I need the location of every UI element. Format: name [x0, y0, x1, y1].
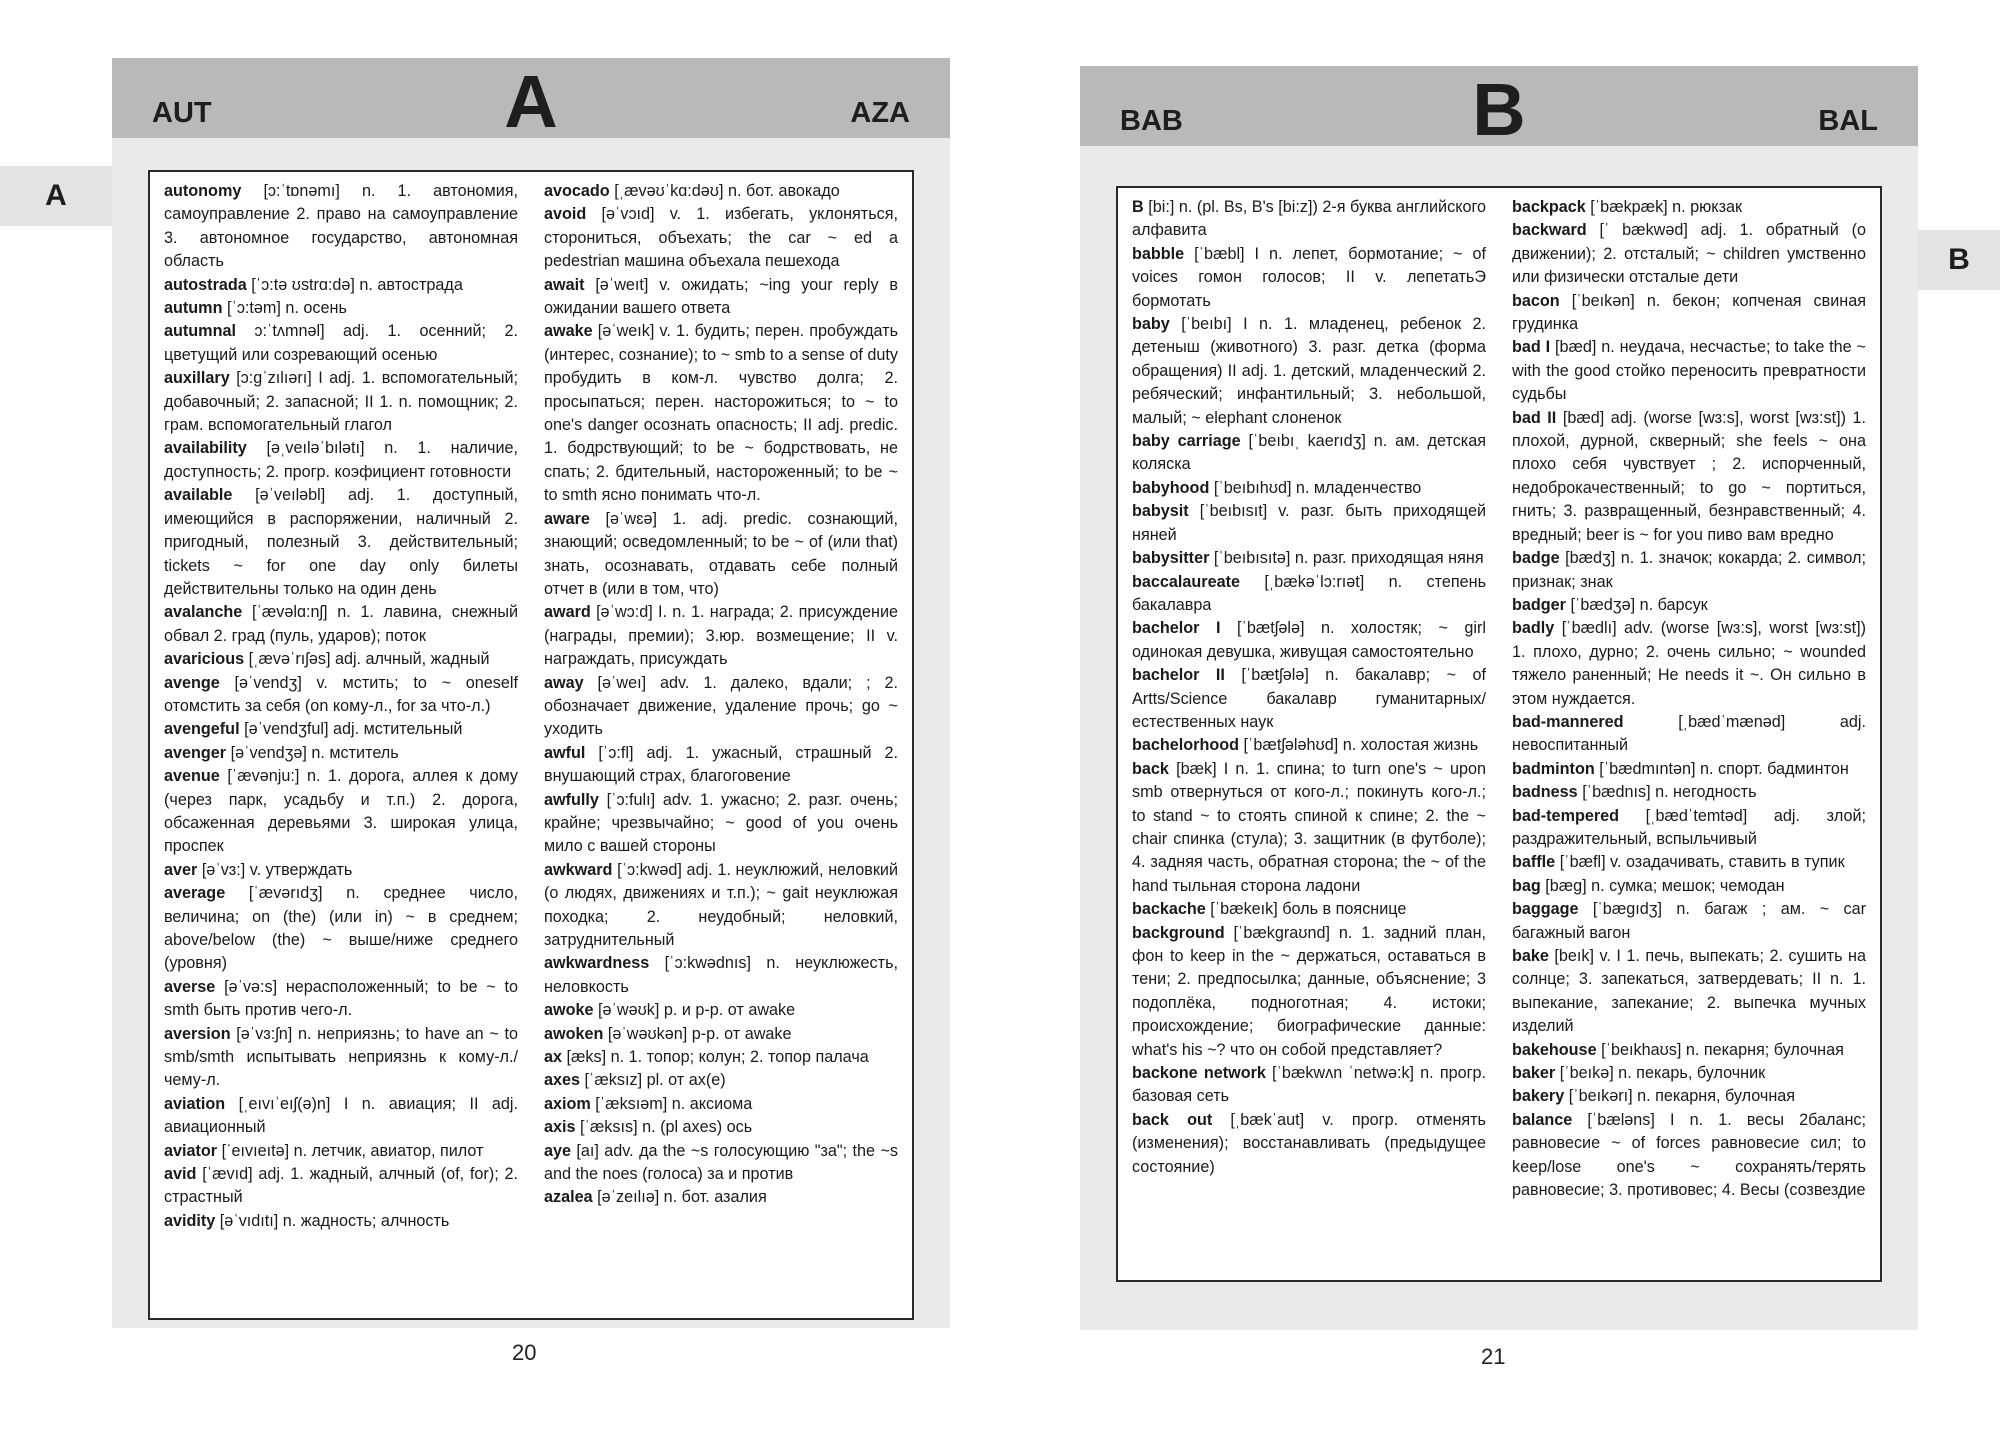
definition: [ˈæksız] pl. от ax(e)	[584, 1071, 726, 1090]
guide-word-left: BAB	[1120, 105, 1183, 137]
headword: aware	[544, 509, 590, 528]
definition: [əˈvıdıtı] n. жадность; алчность	[219, 1211, 450, 1230]
page-number: 20	[512, 1340, 537, 1365]
dictionary-entry	[544, 859, 898, 953]
dictionary-entry	[1512, 805, 1866, 852]
guide-word-left: AUT	[152, 97, 212, 129]
headword: back	[1132, 759, 1169, 778]
dictionary-entry	[164, 1163, 518, 1210]
definition: [ˈbeıbısıtə] n. разг. приходящая няня	[1213, 549, 1484, 568]
dictionary-entry	[1512, 1109, 1866, 1203]
dictionary-entry	[1512, 945, 1866, 1039]
headword: avenge	[164, 673, 220, 692]
dictionary-entry	[1132, 571, 1486, 618]
definition: [əˈweı] adv. 1. далеко, вдали; ; 2. обозначает движение, удаление прочь; go ~ уходить	[544, 673, 898, 739]
headword: bacon	[1512, 291, 1560, 310]
definition: [bæd] n. неудача, несчастье; to take the ~ with the good стойко переносить превратности судьбы	[1512, 338, 1866, 404]
definition: [ˈbædnıs] n. негодность	[1582, 783, 1757, 802]
dictionary-entry	[1512, 336, 1866, 406]
definition: [ˈævəlɑ:nʃ] n. 1. лавина, снежный обвал 2. град (пуль, ударов); поток	[164, 603, 518, 645]
headword: award	[544, 603, 591, 622]
entries-frame	[148, 170, 914, 1320]
dictionary-entry	[164, 648, 518, 671]
definition: [ˈbækwʌn ˈnetwə:k] n. прогр. базовая сеть	[1132, 1064, 1486, 1106]
definition: [əˈvendʒ] v. мстить; to ~ oneself отомстить за себя (on кому-л., for за что-л.)	[164, 673, 518, 715]
definition: [ˈɔ:fulı] adv. 1. ужасно; 2. разг. очень; крайне; чрезвычайно; ~ good of you очень мило с вашей стороны	[544, 790, 898, 856]
definition: [əˈwəʊk] p. и p-p. от awake	[598, 1001, 796, 1020]
thumb-tab-a: A	[0, 166, 112, 226]
definition: [ˈbædmıntən] n. спорт. бадминтон	[1599, 759, 1849, 778]
headword: B	[1132, 198, 1144, 216]
dictionary-entry	[544, 742, 898, 789]
definition: [ˈbætʃələhʊd] n. холостая жизнь	[1243, 736, 1479, 755]
dictionary-entry	[1512, 290, 1866, 337]
dictionary-entry	[544, 508, 898, 602]
definition: [ˈbætʃələ] n. холостяк; ~ girl одинокая девушка, живущая самостоятельно	[1132, 619, 1486, 661]
headword: axiom	[544, 1094, 591, 1113]
headword: auxillary	[164, 369, 230, 388]
headword: await	[544, 275, 585, 294]
dictionary-entry	[164, 601, 518, 648]
dictionary-entry	[164, 180, 518, 274]
headword: avenue	[164, 767, 220, 786]
headword: babysit	[1132, 502, 1189, 521]
headword: axis	[544, 1118, 576, 1137]
headword: availability	[164, 439, 247, 458]
dictionary-entry	[1132, 243, 1486, 313]
definition: [ˈævənju:] n. 1. дорога, аллея к дому (через парк, усадьбу и т.п.) 2. дорога, обсаженная деревьями 3. широкая улица, проспек	[164, 767, 518, 856]
entry-column-2	[544, 180, 898, 1310]
headword: aviation	[164, 1094, 226, 1113]
dictionary-entry	[544, 1069, 898, 1092]
definition: [ˈeıvıeıtə] n. летчик, авиатор, пилот	[221, 1141, 484, 1160]
headword: backache	[1132, 900, 1206, 919]
headword: avaricious	[164, 650, 245, 669]
headword: autostrada	[164, 275, 247, 294]
headword: balance	[1512, 1110, 1573, 1129]
definition: [ˈbækgraʊnd] n. 1. задний план, фон to keep in the ~ держаться, оставаться в тени; 2. предпосылка; данные, объяснение; 3 подоплёка, подноготная; 4. истоки; происхождение; биографические данные: what's his ~? что он собой представляет?	[1132, 923, 1486, 1059]
headword: badminton	[1512, 759, 1595, 778]
headword: awoke	[544, 1001, 594, 1020]
headword: avocado	[544, 182, 610, 200]
definition: [bædʒ] n. 1. значок; кокарда; 2. символ; признак; знак	[1512, 549, 1866, 591]
dictionary-entry	[1512, 898, 1866, 945]
definition: [ˌbækˈaut] v. прогр. отменять (изменения); восстанавливать (предыдущее состояние)	[1132, 1110, 1486, 1176]
dictionary-entry	[1132, 500, 1486, 547]
dictionary-entry	[1132, 430, 1486, 477]
definition: [ɔ:gˈzılıərı] I adj. 1. вспомогательный; добавочный; 2. запасной; II 1. n. помощник; 2. грам. вспомогательный глагол	[164, 369, 518, 435]
headword: babble	[1132, 244, 1185, 263]
dictionary-entry	[544, 1140, 898, 1187]
definition: [ˈbeıbısıt] v. разг. быть приходящей няней	[1132, 502, 1486, 544]
dictionary-entry	[544, 952, 898, 999]
headword: avidity	[164, 1211, 216, 1230]
definition: [əˌveıləˈbılətı] n. 1. наличие, доступность; 2. прогр. коэфициент готовности	[164, 439, 518, 481]
definition: [ˈɔ:fl] adj. 1. ужасный, страшный 2. внушающий страх, благоговение	[544, 743, 898, 786]
definition: [ˈbætʃələ] n. бакалавр; ~ of Artts/Science бакалавр гуманитарных/естественных наук	[1132, 666, 1486, 731]
page-number: 21	[1481, 1344, 1506, 1369]
dictionary-entry	[1512, 711, 1866, 758]
definition: [ˈævıd] adj. 1. жадный, алчный (of, for); 2. страстный	[164, 1165, 518, 1207]
dictionary-entry	[1512, 781, 1866, 804]
dictionary-entry	[1132, 758, 1486, 898]
headword: baby carriage	[1132, 432, 1241, 451]
dictionary-entry	[164, 484, 518, 601]
dictionary-entry	[544, 789, 898, 859]
definition: [ˌævəʊˈkɑ:dəʊ] n. бот. авокадо	[614, 182, 840, 200]
dictionary-entry	[1132, 313, 1486, 430]
headword: baffle	[1512, 853, 1556, 872]
dictionary-entry	[164, 437, 518, 484]
headword: aversion	[164, 1024, 231, 1043]
left-page-header	[112, 58, 950, 143]
definition: [ˈ bækwəd] adj. 1. обратный (о движении); 2. отсталый; ~ children умственно или физически отсталые дети	[1512, 221, 1866, 287]
headword: awoken	[544, 1024, 604, 1043]
dictionary-entry	[1512, 594, 1866, 617]
headword: bachelorhood	[1132, 736, 1240, 755]
headword: available	[164, 486, 233, 505]
dictionary-entry	[1512, 1062, 1866, 1085]
dictionary-entry	[1132, 1062, 1486, 1109]
headword: avoid	[544, 205, 587, 224]
headword: autumnal	[164, 322, 236, 341]
dictionary-entry	[164, 1093, 518, 1140]
dictionary-entry	[1132, 477, 1486, 500]
dictionary-entry	[164, 274, 518, 297]
dictionary-entry	[544, 672, 898, 742]
dictionary-entry	[1132, 922, 1486, 1062]
headword: bachelor II	[1132, 666, 1225, 685]
definition: [əˈvɜ:] v. утверждать	[201, 860, 353, 879]
right-page	[1080, 66, 1918, 1330]
dictionary-entry	[164, 1023, 518, 1093]
guide-word-right: AZA	[850, 97, 910, 129]
definition: [ˈɔ:kwədnıs] n. неуклюжесть, неловкость	[544, 954, 898, 996]
headword: awake	[544, 322, 593, 341]
headword: bad I	[1512, 338, 1551, 357]
dictionary-entry	[544, 203, 898, 273]
headword: baggage	[1512, 900, 1579, 919]
dictionary-entry	[1512, 219, 1866, 289]
dictionary-entry	[544, 1186, 898, 1209]
dictionary-entry	[164, 882, 518, 976]
headword: azalea	[544, 1188, 593, 1207]
definition: [ˈɔ:təm] n. осень	[226, 299, 347, 318]
dictionary-entry	[544, 1023, 898, 1046]
dictionary-entry	[544, 274, 898, 321]
definition: [ˈbægıdʒ] n. багаж ; ам. ~ car багажный вагон	[1512, 900, 1866, 942]
dictionary-entry	[1132, 617, 1486, 664]
headword: aye	[544, 1141, 572, 1160]
headword: avenger	[164, 743, 227, 762]
headword: backone network	[1132, 1064, 1266, 1083]
headword: averse	[164, 977, 216, 996]
dictionary-entry	[544, 601, 898, 671]
headword: awfully	[544, 790, 599, 809]
headword: average	[164, 884, 226, 903]
headword: babysitter	[1132, 549, 1210, 568]
definition: [ˈɔ:tə ʊstrɑ:də] n. автострада	[251, 275, 463, 294]
headword: baccalaureate	[1132, 572, 1240, 591]
definition: [beık] v. I 1. печь, выпекать; 2. сушить на солнце; 3. запекаться, затвердевать; II n. 1. выпекание, запекание; 2. выпечка мучных изделий	[1512, 947, 1866, 1036]
definition: [ˌbædˈtemtəd] adj. злой; раздражительный, вспыльчивый	[1512, 806, 1866, 848]
dictionary-entry	[164, 718, 518, 741]
dictionary-entry	[1512, 407, 1866, 547]
definition: [ˈbeıkə] n. пекарь, булочник	[1559, 1064, 1766, 1083]
guide-word-right: BAL	[1818, 105, 1878, 137]
definition: [əˈvendʒful] adj. мстительный	[244, 720, 463, 739]
definition: [ˈbædlı] adv. (worse [wɜ:s], worst [wɜ:st]) 1. плохо, дурно; 2. очень сильно; ~ wounded тяжело раненный; He needs it ~. Он сильно в этом нуждается.	[1512, 619, 1866, 708]
dictionary-entry	[1132, 547, 1486, 570]
entry-column-1	[164, 180, 518, 1310]
headword: babyhood	[1132, 478, 1210, 497]
headword: away	[544, 673, 584, 692]
definition: [əˈvə:s] нерасположенный; to be ~ to smth быть против чего-л.	[164, 977, 518, 1020]
headword: avengeful	[164, 720, 240, 739]
headword: autonomy	[164, 182, 242, 200]
definition: [ˈbeıbıhʊd] n. младенчество	[1213, 478, 1422, 497]
headword: badly	[1512, 619, 1555, 638]
dictionary-entry	[544, 1046, 898, 1069]
dictionary-entry	[1512, 617, 1866, 711]
definition: [bæk] I n. 1. спина; to turn one's ~ upon smb отвернуться от кого-л.; покинуть кого-л.; to stand ~ to стоять спиной к спине; 2. the ~ chair спинка (стула); 3. защитник (в футболе); 4. задняя часть, обратная сторона; the ~ of the hand тыльная сторона ладони	[1132, 759, 1486, 895]
entry-column-1	[1132, 196, 1486, 1272]
dictionary-entry	[1512, 547, 1866, 594]
definition: [ˈbæfl] v. озадачивать, ставить в тупик	[1559, 853, 1845, 872]
definition: [əˈvɔıd] v. 1. избегать, уклоняться, сторониться, объехать; the car ~ ed a pedestrian машина объехала пешехода	[544, 205, 898, 271]
headword: bad II	[1512, 408, 1557, 427]
section-letter: B	[1472, 68, 1526, 151]
definition: ɔ:ˈtʌmnəl] adj. 1. осенний; 2. цветущий или созревающий осенью	[164, 322, 518, 364]
dictionary-entry	[1132, 898, 1486, 921]
headword: background	[1132, 923, 1225, 942]
definition: [əˈwɛə] 1. adj. predic. сознающий, знающий; осведомленный; to be ~ of (или that) знать, осознавать, отдавать себе полный отчет в (или в том, что)	[544, 509, 898, 598]
definition: [ˈbeıkhaʊs] n. пекарня; булочная	[1601, 1040, 1844, 1059]
headword: bake	[1512, 947, 1549, 965]
dictionary-entry	[544, 180, 898, 203]
headword: baker	[1512, 1064, 1556, 1083]
dictionary-entry	[164, 367, 518, 437]
definition: [bæd] adj. (worse [wɜ:s], worst [wɜ:st]) 1. плохой, дурной, скверный; she feels ~ она плохо себя чувствует ; 2. испорченный, недоброкачественный; to go ~ портиться, гнить; 3. развращенный, безнравственный; 4. вредный; beer is ~ for you пиво вам вредно	[1512, 408, 1866, 544]
definition: [ɔ:ˈtɒnəmı] n. 1. автономия, самоуправление 2. право на самоуправление 3. автономное государство, автономная область	[164, 182, 518, 271]
definition: [əˈwɔ:d] I. n. 1. награда; 2. присуждение (награды, премии); 3.юр. возмещение; II v. награждать, присуждать	[544, 603, 898, 669]
headword: baby	[1132, 315, 1170, 334]
definition: [æks] n. 1. топор; колун; 2. топор палача	[566, 1048, 869, 1067]
headword: bad-mannered	[1512, 712, 1624, 731]
headword: avalanche	[164, 603, 243, 622]
definition: [əˈveıləbl] adj. 1. доступный, имеющийся в распоряжении, наличный 2. пригодный, полезный 3. действительный; tickets ~ for one day only билеты действительны только на один день	[164, 486, 518, 598]
entries-frame	[1116, 186, 1882, 1282]
dictionary-entry	[1512, 196, 1866, 219]
definition: [əˈvendʒə] n. мститель	[230, 743, 399, 762]
definition: [ˈævərıdʒ] n. среднее число, величина; on (the) (или in) ~ в среднем; above/below (the) ~ выше/ниже среднего (уровня)	[164, 884, 518, 973]
definition: [əˈvɜ:ʃn] n. неприязнь; to have an ~ to smb/smth испытывать неприязнь к кому-л./чему-л.	[164, 1024, 518, 1090]
definition: [bi:] n. (pl. Bs, B's [bi:z]) 2-я буква английского алфавита	[1132, 198, 1486, 240]
definition: [ˌævəˈrıʃəs] adj. алчный, жадный	[248, 650, 490, 669]
headword: awful	[544, 743, 586, 762]
headword: axes	[544, 1071, 581, 1090]
dictionary-entry	[164, 1140, 518, 1163]
headword: back out	[1132, 1110, 1213, 1129]
definition: [əˈweıt] v. ожидать; ~ing your reply в ожидании вашего ответа	[544, 275, 898, 318]
dictionary-entry	[544, 1116, 898, 1139]
headword: autumn	[164, 299, 223, 318]
definition: [ˌeıvıˈeıʃ(ə)n] I n. авиация; II adj. авиационный	[164, 1094, 518, 1137]
dictionary-entry	[164, 672, 518, 719]
definition: [ˈbeıbıˌ kaerıdʒ] n. ам. детская коляска	[1132, 432, 1486, 474]
definition: [ˈbeıbı] I n. 1. младенец, ребенок 2. детеныш (животного) 3. разг. детка (форма обращения) II adj. 1. детский, младенческий 2. ребяческий; инфантильный; 3. небольшой, малый; ~ elephant слоненок	[1132, 315, 1486, 427]
dictionary-entry	[1132, 664, 1486, 734]
definition: [ˌbædˈmænəd] adj. невоспитанный	[1512, 712, 1866, 755]
definition: [ˈbæləns] I n. 1. весы 2баланс; равновесие ~ of forces равновесие сил; to keep/lose one's ~ сохранять/терять равновесие; 3. противовес; 4. Весы (созвездие	[1512, 1110, 1866, 1200]
headword: awkwardness	[544, 954, 650, 973]
definition: [bæg] n. сумка; мешок; чемодан	[1545, 876, 1785, 895]
definition: [ˈbæbl] I n. лепет, бормотание; ~ of voices гомон голосов; II v. лепетатьЭ бормотать	[1132, 244, 1486, 310]
left-page	[112, 58, 950, 1328]
definition: [əˈweık] v. 1. будить; перен. пробуждать (интерес, сознание); to ~ smb to a sense of duty пробудить в ком-л. чувство долга; 2. просыпаться; перен. насторожиться; to ~ to one's danger осознать опасность; II adj. predic. 1. бодрствующий; to be ~ бодрствовать, не спать; 2. бдительный, настороженный; to be ~ to smth ясно понимать что-л.	[544, 322, 898, 505]
headword: badge	[1512, 549, 1560, 568]
dictionary-entry	[164, 859, 518, 882]
dictionary-entry	[544, 1093, 898, 1116]
dictionary-entry	[1512, 851, 1866, 874]
section-letter: A	[504, 60, 558, 143]
headword: backpack	[1512, 198, 1586, 216]
definition: [ˈbædʒə] n. барсук	[1570, 595, 1708, 614]
headword: bachelor I	[1132, 619, 1221, 638]
headword: bag	[1512, 876, 1541, 895]
dictionary-entry	[164, 1210, 518, 1233]
dictionary-entry	[1512, 1039, 1866, 1062]
headword: badness	[1512, 783, 1578, 802]
definition: [əˈwəʊkən] p-p. от awake	[607, 1024, 792, 1043]
entry-column-2	[1512, 196, 1866, 1272]
right-page-header	[1080, 66, 1918, 151]
headword: awkward	[544, 860, 613, 879]
dictionary-entry	[164, 320, 518, 367]
headword: badger	[1512, 595, 1566, 614]
dictionary-entry	[164, 297, 518, 320]
definition: [ˈɔ:kwəd] adj. 1. неуклюжий, неловкий (о людях, движениях и т.п.); ~ gait неуклюжая походка; 2. неудобный; неловкий, затруднительный	[544, 860, 898, 949]
definition: [ˈæksıs] n. (pl axes) ось	[580, 1118, 753, 1137]
definition: [ˈbækpæk] n. рюкзак	[1590, 198, 1743, 216]
dictionary-entry	[1512, 1085, 1866, 1108]
dictionary-entry	[1512, 875, 1866, 898]
headword: avid	[164, 1165, 197, 1184]
dictionary-entry	[164, 765, 518, 859]
headword: bad-tempered	[1512, 806, 1620, 825]
thumb-tab-b: B	[1918, 230, 2000, 290]
definition: [aı] adv. да the ~s голосующию "за"; the ~s and the noes (голоса) за и против	[544, 1141, 898, 1184]
definition: [ˈæksıəm] n. аксиома	[595, 1094, 753, 1113]
dictionary-entry	[1132, 1109, 1486, 1179]
definition: [əˈzeılıə] n. бот. азалия	[597, 1188, 767, 1207]
headword: aviator	[164, 1141, 218, 1160]
headword: bakehouse	[1512, 1040, 1597, 1059]
headword: backward	[1512, 221, 1587, 240]
dictionary-entry	[1512, 758, 1866, 781]
dictionary-entry	[544, 999, 898, 1022]
dictionary-entry	[164, 976, 518, 1023]
dictionary-entry	[164, 742, 518, 765]
definition: [ˌbækəˈlɔ:rıət] n. степень бакалавра	[1132, 572, 1486, 614]
dictionary-entry	[1132, 734, 1486, 757]
dictionary-entry	[1132, 196, 1486, 243]
headword: bakery	[1512, 1087, 1565, 1106]
definition: [ˈbækeık] боль в пояснице	[1210, 900, 1407, 919]
dictionary-entry	[544, 320, 898, 507]
definition: [ˈbeıkərı] n. пекарня, булочная	[1568, 1087, 1796, 1106]
definition: [ˈbeıkən] n. бекон; копченая свиная грудинка	[1512, 291, 1866, 334]
headword: ax	[544, 1048, 563, 1067]
headword: aver	[164, 860, 198, 879]
